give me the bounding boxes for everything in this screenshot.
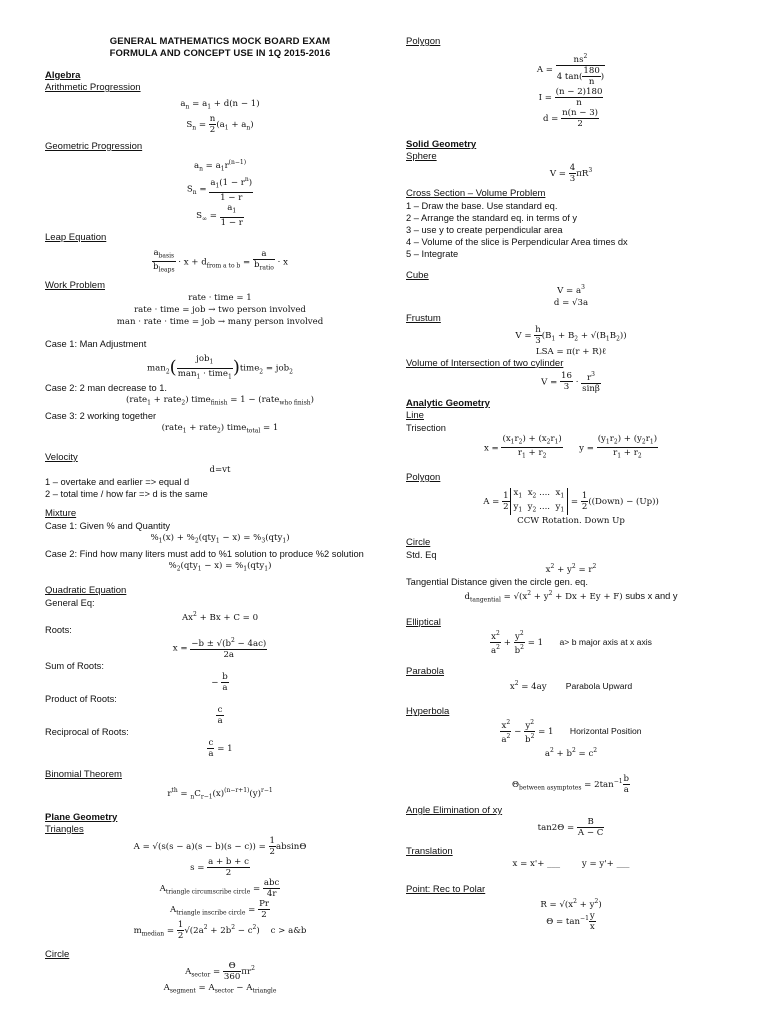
reciprocal-roots-label: Reciprocal of Roots:: [45, 727, 129, 738]
formula-semiperimeter: s = $\frac{a + b + c}{2}$: [190, 856, 249, 878]
velocity-note-2: 2 – total time / how far => d is the same: [45, 488, 208, 499]
formula-polar-r: $R = √(x^2 + y^2)$: [540, 898, 602, 910]
heading-volume-intersection: Volume of Intersection of two cylinder: [406, 357, 564, 369]
hyperbola-note: Horizontal Position: [569, 726, 642, 737]
formula-angle-elimination: tan2Θ = $\frac{B}{A - C}$: [537, 817, 604, 839]
formula-quadratic-general: $Ax^2 + Bx + C = 0$: [181, 611, 259, 624]
formula-frustum-lsa: LSA = π(r + R)ℓ: [535, 346, 607, 357]
heading-arithmetic-progression: Arithmetic Progression: [45, 82, 141, 93]
case-2-label: Case 2: 2 man decrease to 1.: [45, 383, 167, 394]
formula-hyperbola-c: $a^2 + b^2 = c^2$: [544, 747, 598, 760]
heading-mixture: Mixture: [45, 507, 77, 519]
heading-rec-to-polar: Point: Rec to Polar: [406, 884, 486, 896]
formula-segment: $A_{segment} = A_{sector} - A_{triangle}$: [163, 982, 277, 995]
heading-binomial-theorem: Binomial Theorem: [45, 769, 122, 781]
formula-parabola: $x^2 = 4ay$ Parabola Upward: [509, 679, 633, 692]
formula-cube-volume: $V = a^3$: [557, 283, 585, 296]
work-line-1: rate · time = 1: [188, 293, 252, 304]
formula-case-3: (rate$_1$ + rate$_2$) time$_{total}$ = 1: [161, 423, 279, 435]
formula-triangle-area: A = √(s(s − a)(s − b)(s − c)) = $\frac{1}{2}$ absinΘ: [133, 835, 307, 857]
heading-polygon-analytic: Polygon: [406, 472, 441, 484]
heading-circle: Circle: [45, 948, 70, 960]
left-column: [45, 36, 395, 997]
formula-polygon-area: A = $ns^2$ 4 tan( $\frac{180}{n}$ ): [536, 53, 605, 87]
formula-arith-nth: $a_n = a_1 + d(n - 1)$: [180, 99, 260, 111]
formula-binomial: $r^{th} = _nC_{r-1}(x)^{(n-r+1)}(y)^{r-1}$: [167, 787, 273, 801]
formula-hyperbola: $\frac{x^2}{a^2}$ − $\frac{y^2}{b^2}$ = 1 Horizontal Position: [501, 719, 642, 746]
formula-polygon-interior: I = $\frac{(n - 2)180}{n}$: [538, 86, 603, 108]
heading-elliptical: Elliptical: [406, 616, 441, 628]
formula-median: $m_{median}$ = $\frac{1}{2}$ $√(2a^2 + 2b^2 - c^2)$ c > a&b: [133, 919, 307, 941]
formula-inscribe: $A_{triangle inscribe circle}$ = $\frac{Pr}{2}$: [170, 898, 269, 920]
heading-geometric-progression: Geometric Progression: [45, 140, 143, 152]
case-3-label: Case 3: 2 working together: [45, 411, 157, 422]
heading-polygon: Polygon: [406, 36, 441, 47]
formula-polygon-diagonals: d = $\frac{n(n - 3)}{2}$: [542, 107, 599, 129]
formula-sum-roots: − $\frac{b}{a}$: [211, 672, 228, 694]
title-line-1: GENERAL MATHEMATICS MOCK BOARD EXAM: [109, 36, 331, 47]
formula-geom-nth: $a_n = a_1r^{(n-1)}$: [193, 158, 247, 173]
formula-velocity: d=vt: [209, 464, 231, 475]
heading-angle-elimination: Angle Elimination of xy: [406, 805, 503, 817]
formula-trisection: x = $\frac{(x_1r_2) + (x_2r_1)}{r_1 + r_2}$ y = $\frac{(y_1r_2) + (y_2r_1)}{r_1 + r_2}$: [483, 433, 658, 461]
work-line-2: rate · time = job → two person involved: [134, 305, 306, 316]
heading-triangles: Triangles: [45, 823, 84, 835]
heading-parabola: Parabola: [406, 665, 445, 677]
formula-arith-sum: $S_n$ = $\frac{n}{2}$ $(a_1 + a_n)$: [186, 113, 254, 135]
formula-frustum-volume: V = $\frac{h}{3}$ $(B_1 + B_2 + √(B_1B_2))$: [515, 324, 627, 346]
title-line-2: FORMULA AND CONCEPT USE IN 1Q 2015-2016: [109, 48, 331, 59]
heading-work-problem: Work Problem: [45, 280, 106, 292]
formula-quadratic-roots: x = $\frac{-b \pm √(b^2 - 4ac)}{2a}$: [172, 637, 267, 661]
tangential-label: Tangential Distance given the circle gen. eq.: [406, 577, 588, 588]
work-line-3: man · rate · time = job → many person involved: [116, 317, 324, 328]
general-eq-label: General Eq:: [45, 598, 95, 609]
heading-circle-analytic: Circle: [406, 537, 431, 549]
heading-velocity: Velocity: [45, 451, 78, 463]
formula-asymptote-angle: $\Theta_{between asymptotes} = 2\tan^{-1}$ $\frac{b}{a}$: [511, 774, 630, 796]
formula-cube-diagonal: d = √3a: [553, 297, 589, 308]
formula-tangential: $d_{tangential} = √(x^2 + y^2 + Dx + Ey + F)$ subs x and y: [464, 590, 678, 604]
heading-frustum: Frustum: [406, 312, 441, 324]
cross-section-step-2: 2 – Arrange the standard eq. in terms of y: [406, 212, 578, 223]
sum-roots-label: Sum of Roots:: [45, 661, 104, 672]
formula-case-1: man$_2$( $\frac{job_1}{man_1 \cdot time_1}$ )time$_2$ = job$_2$: [147, 354, 293, 381]
formula-mixture-1: $\%_1(x) + \%_2(qty_1 - x) = \%_3(qty_1)$: [150, 532, 290, 545]
formula-leap: $\frac{a_{basis}}{b_{leaps}}$ · $x + d_{from a to b}$ = $\frac{a}{b_{ratio}}$ · x: [153, 247, 288, 275]
case-1-label: Case 1: Man Adjustment: [45, 339, 147, 350]
product-roots-label: Product of Roots:: [45, 694, 117, 705]
cross-section-step-3: 3 – use y to create perpendicular area: [406, 224, 563, 235]
roots-label: Roots:: [45, 625, 72, 636]
formula-circle-std: $x^2 + y^2 = r^2$: [545, 563, 597, 576]
heading-cube: Cube: [406, 269, 429, 281]
heading-analytic-geometry: Analytic Geometry: [406, 397, 490, 409]
formula-intersection-volume: V = $\frac{16}{3}$ · $\frac{r^3}{\sin\beta}$: [541, 370, 600, 394]
formula-mixture-2: $\%_2(qty_1 - x) = \%_1(qty_1)$: [168, 560, 272, 573]
cross-section-step-5: 5 – Integrate: [406, 248, 459, 259]
right-column: [406, 36, 736, 932]
median-note: c > a&b: [270, 925, 307, 936]
heading-line: Line: [406, 409, 424, 421]
heading-quadratic-equation: Quadratic Equation: [45, 585, 127, 597]
mixture-case-1: Case 1: Given % and Quantity: [45, 520, 171, 531]
parabola-note: Parabola Upward: [565, 680, 633, 691]
formula-circumscribe: $A_{triangle circumscribe circle}$ = $\frac{\text{abc}}{4r}$: [159, 877, 280, 899]
subs-note: subs x and y: [625, 591, 678, 602]
cross-section-step-1: 1 – Draw the base. Use standard eq.: [406, 200, 558, 211]
heading-hyperbola: Hyperbola: [406, 706, 450, 718]
formula-reciprocal-roots: $\frac{c}{a}$ = 1: [208, 738, 233, 760]
trisection-label: Trisection: [406, 422, 446, 433]
heading-algebra: Algebra: [45, 70, 81, 81]
ccw-note: CCW Rotation. Down Up: [517, 516, 625, 527]
formula-ellipse: $\frac{x^2}{a^2}$ + $\frac{y^2}{b^2}$ = 1 a> b major axis at x axis: [491, 629, 652, 656]
formula-sector: $A_{sector}$ = $\frac{\Theta}{360}$ $\pi r^2$: [185, 960, 255, 982]
formula-polygon-determinant: A = $\frac{1}{2}$ $x_1$ $x_2$ .... $x_1$ $y_1$ $y_2$ .... $y_1$ = $\frac{1}{2}$ ((Down) − (Up)): [483, 488, 659, 514]
heading-cross-section: Cross Section – Volume Problem: [406, 187, 546, 199]
heading-solid-geometry: Solid Geometry: [406, 138, 477, 150]
formula-geom-infinite: $S_\infty$ = $\frac{a_1}{1 - r}$: [196, 202, 243, 228]
velocity-note-1: 1 – overtake and earlier => equal d: [45, 476, 190, 487]
formula-polar-theta: $\Theta = \tan^{-1}$ $\frac{y}{x}$: [546, 910, 595, 932]
ellipse-note: a> b major axis at x axis: [559, 636, 652, 647]
formula-product-roots: $\frac{c}{a}$: [217, 705, 223, 727]
mixture-case-2: Case 2: Find how many liters must add to %1 solution to produce %2 solution: [45, 548, 364, 559]
std-eq-label: Std. Eq: [406, 550, 437, 561]
heading-sphere: Sphere: [406, 150, 437, 162]
formula-case-2: (rate$_1$ + rate$_2$) time$_{finish}$ = 1 − (rate$_{who finish}$): [125, 395, 314, 408]
formula-sphere-volume: V = $\frac{4}{3}$ $\pi R^3$: [549, 162, 593, 184]
heading-translation: Translation: [406, 846, 453, 858]
formula-translation: x = x'+ ___ y = y'+ ___: [512, 859, 630, 870]
heading-leap-equation: Leap Equation: [45, 231, 107, 243]
heading-plane-geometry: Plane Geometry: [45, 811, 118, 823]
cross-section-step-4: 4 – Volume of the slice is Perpendicular Area times dx: [406, 236, 628, 247]
formula-geom-sum: $S_n$ = $\frac{a_1(1 - r^n)}{1 - r}$: [186, 176, 253, 203]
